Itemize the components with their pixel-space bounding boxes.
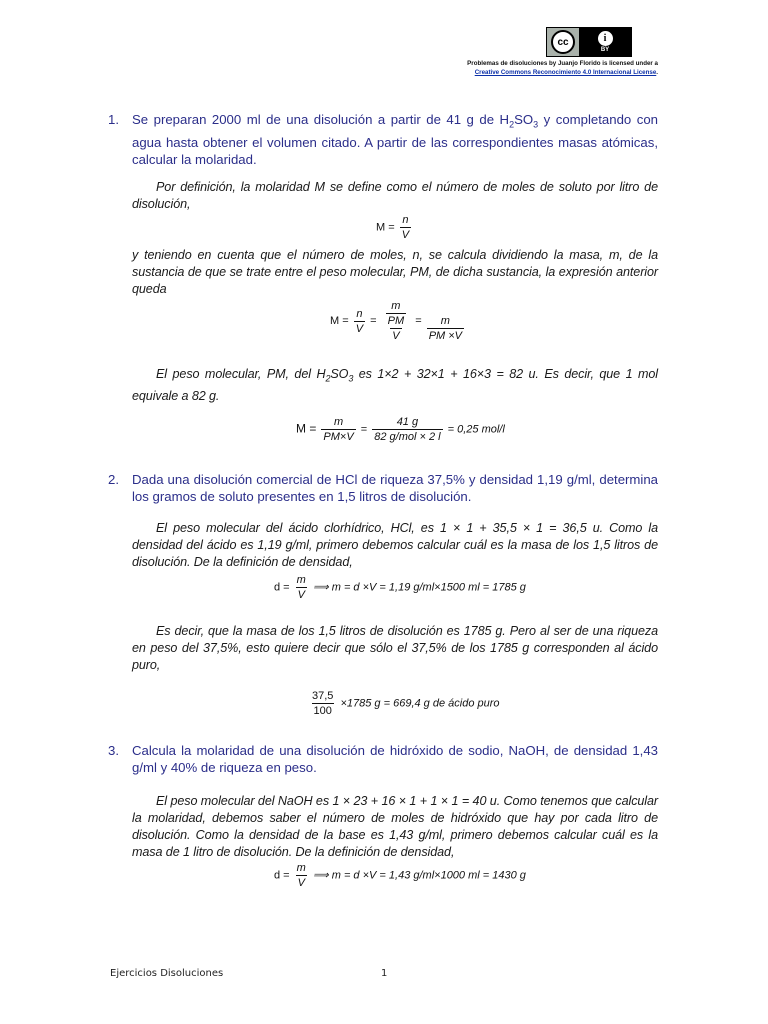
- equation-molarity: M = $\frac{n}{V}$: [376, 214, 410, 241]
- license-link[interactable]: Creative Commons Reconocimiento 4.0 Internacional License: [474, 69, 657, 76]
- paragraph-moles-explanation: y teniendo en cuenta que el número de moles, n, se calcula dividiendo la masa, m, de la sustancia de que se trate entre el peso molecular, PM, de dicha sustancia, la expresión anterior queda: [132, 248, 658, 296]
- equation-density-naoh: d = $\frac{m}{V}$ ⟹ m = d ×V = 1,43 g/ml×1000 ml = 1430 g: [274, 862, 526, 889]
- question-1: [108, 111, 658, 167]
- question-number: 2.: [108, 472, 119, 487]
- by-label: BY: [600, 47, 610, 53]
- cc-icon: cc: [551, 30, 575, 54]
- question-number: 3.: [108, 743, 119, 758]
- license-line-2: Creative Commons Reconocimiento 4.0 Internacional License.: [474, 69, 658, 76]
- paragraph-molarity-definition: Por definición, la molaridad M se define como el número de moles de soluto por litro de disolución,: [132, 180, 658, 211]
- equation-pure-acid: $\frac{37,5}{100}$ ×1785 g = 669,4 g de ácido puro: [312, 690, 500, 717]
- equation-density-hcl: d = $\frac{m}{V}$ ⟹ m = d ×V = 1,19 g/ml×1500 ml = 1785 g: [274, 574, 526, 601]
- question-text: Calcula la molaridad de una disolución de hidróxido de sodio, NaOH, de densidad 1,43 g/ml y 40% de riqueza en peso.: [132, 743, 658, 775]
- paragraph-purity: Es decir, que la masa de los 1,5 litros de disolución es 1785 g. Pero al ser de una riqueza en peso del 37,5%, esto quiere decir que sólo el 37,5% de los 1785 g corresponden al ácido puro,: [132, 624, 658, 672]
- cc-by-license-badge[interactable]: [546, 27, 632, 57]
- footer-title: Ejercicios Disoluciones: [110, 968, 224, 979]
- paragraph-hcl-density: El peso molecular del ácido clorhídrico, HCl, es 1 × 1 + 35,5 × 1 = 36,5 u. Como la densidad del ácido es 1,19 g/ml, primero debemos calcular cuál es la masa de los 1,5 litros de disolución. De la definición de densidad,: [132, 521, 658, 569]
- by-section: [579, 28, 631, 56]
- paragraph-molecular-weight: El peso molecular, PM, del $H_2SO_3$ es 1×2 + 32×1 + 16×3 = 82 u. Es decir, que 1 mol equivale a 82 g.: [132, 367, 658, 403]
- question-text: Se preparan 2000 ml de una disolución a partir de 41 g de $H_2SO_3$ y completando con agua hasta obtener el volumen citado. A partir de las correspondientes masas atómicas, calcular la molaridad.: [132, 112, 658, 167]
- question-text: Dada una disolución comercial de HCl de riqueza 37,5% y densidad 1,19 g/ml, determina los gramos de soluto presentes en 1,5 litros de disolución.: [132, 472, 658, 504]
- cc-logo: [547, 28, 579, 56]
- paragraph-naoh: El peso molecular del NaOH es 1 × 23 + 16 × 1 + 1 × 1 = 40 u. Como tenemos que calcular la molaridad, debemos saber el número de moles de hidróxido que hay por cada litro de disolución. Como la densidad de la base es 1,43 g/ml, primero debemos calcular cuál es la masa de 1 litro de disolución. De la definición de densidad,: [132, 794, 658, 859]
- question-number: 1.: [108, 112, 119, 127]
- question-2: [108, 471, 658, 507]
- page-number: 1: [381, 968, 388, 979]
- license-line-1: Problemas de disoluciones by Juanjo Florido is licensed under a: [467, 60, 658, 67]
- equation-molarity-result: M = $\frac{m}{PM\times V}$ = $\frac{41 g}{\text{82 g/mol × 2 l}}$ = 0,25 mol/l: [296, 416, 505, 443]
- attribution-icon: i: [598, 31, 613, 46]
- equation-molarity-expanded: M = $\frac{n}{V}$ = $\frac{\frac{m}{PM}}{V}$ = $\frac{m}{PM \times V}$: [330, 300, 463, 342]
- question-3: [108, 742, 658, 778]
